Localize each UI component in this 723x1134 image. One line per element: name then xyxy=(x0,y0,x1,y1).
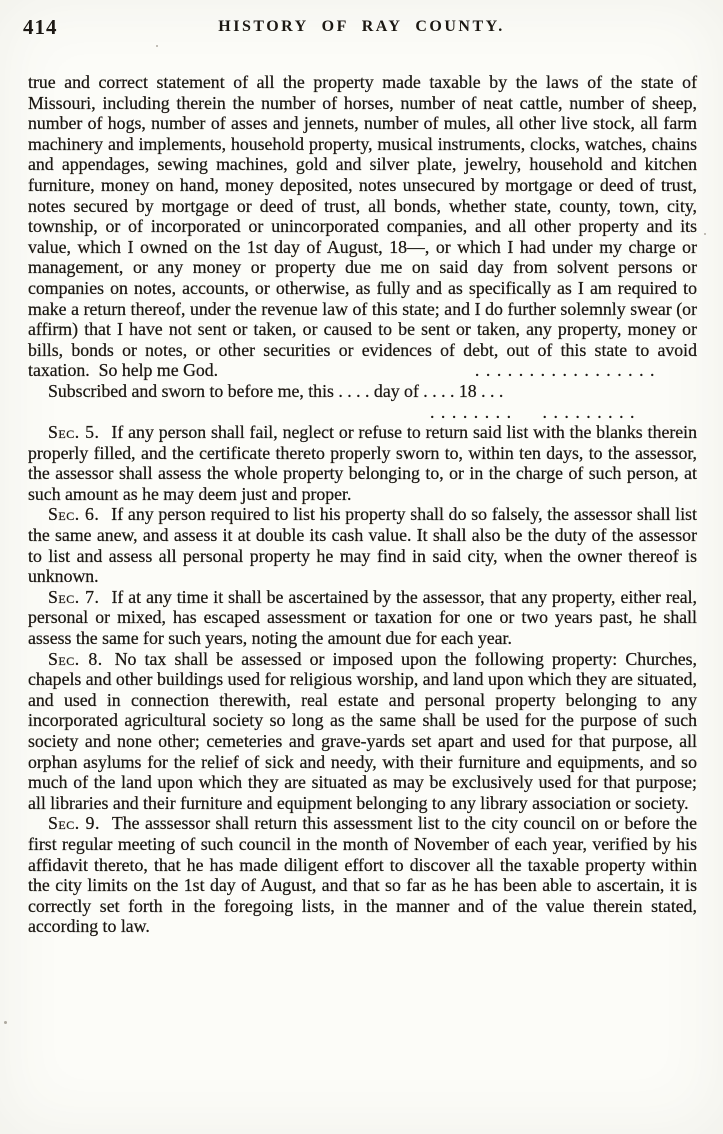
section-7-paragraph xyxy=(28,587,697,649)
scan-speck xyxy=(4,1021,7,1024)
section-9-paragraph xyxy=(28,813,697,937)
scan-speck xyxy=(156,45,158,47)
running-title: HISTORY OF RAY COUNTY. xyxy=(218,18,505,35)
witness-dotted-line: ........ ......... xyxy=(429,401,641,422)
oath-text: true and correct statement of all the property made taxable by the laws of the state of Missouri, including therein the number of horses, number of neat cattle, number of sheep, number of hogs, number of asses and jennets, number of mules, all other live stock, all farm machinery and implements, household property, musical instruments, clocks, watches, chains and appendages, sewing machines, gold and silver plate, jewelry, household and kitchen furniture, money on hand, money deposited, notes unsecured by mortgage or deed of trust, notes secured by mortgage or deed of trust, all bonds, whether state, county, town, city, township, or of incorporated or unincorporated companies, and all other property and its value, which I owned on the 1st day of August, 18—, or which I had under my charge or management, or any money or property due me on said day from solvent persons or companies on notes, accounts, or otherwise, as fully and as specifically as I am required to make a return thereof, under the revenue law of this state; and I do further solemnly swear (or affirm) that I have not sent or taken, or caused to be sent or taken, any property, money or bills, bonds or notes, or other securities or evidences of debt, out of this state to avoid taxation. So help me God. xyxy=(28,72,697,381)
section-8-paragraph xyxy=(28,649,697,814)
section-5-paragraph xyxy=(28,422,697,504)
section-6-label: Sec. 6. xyxy=(48,504,100,525)
signature-dotted-line: ................. xyxy=(474,360,661,381)
page-header xyxy=(0,14,723,42)
witness-dotted-line-row xyxy=(28,402,697,423)
section-6-text: If any person required to list his property shall do so falsely, the assessor shall list the same anew, and assess it at double its cash value. It shall also be the duty of the assessor to list and assess all personal property he may find in said city, when the owner thereof is unknown. xyxy=(28,504,697,587)
section-8-text: No tax shall be assessed or imposed upon the following property: Churches, chapels and other buildings used for religious worship, and land upon which they are situated, and used in connection therewith, real estate and personal property belonging to any incorporated agricultural society so long as the same shall be used for the purpose of such society and none other; cemeteries and grave-yards set apart and used for that purpose, all orphan asylums for the relief of sick and needy, with their furniture and equipments, and so much of the land upon which they are situated as may be exclusively used for that purpose; all libraries and their furniture and equipment belonging to any library association or society. xyxy=(28,648,697,813)
page-number: 414 xyxy=(23,15,58,39)
scan-speck xyxy=(704,233,706,235)
section-9-text: The asssessor shall return this assessment list to the city council on or before the first regular meeting of such council in the month of November of each year, verified by his affidavit thereto, that he has made diligent effort to discover all the taxable property within the city limits on the 1st day of August, and that so far as he has been able to ascertain, it is correctly set forth in the foregoing lists, in the manner and of the value therein stated, according to law. xyxy=(28,813,698,937)
page-body xyxy=(28,72,697,937)
section-7-text: If at any time it shall be ascertained by the assessor, that any property, either real, personal or mixed, has escaped assessment or taxation for one or two years past, he shall assess the same for such years, noting the amount due for each year. xyxy=(28,586,697,649)
section-5-label: Sec. 5. xyxy=(48,422,100,443)
section-6-paragraph xyxy=(28,504,697,586)
oath-paragraph xyxy=(28,72,697,381)
subscribed-line: Subscribed and sworn to before me, this . . . . day of . . . . 18 . . . xyxy=(48,380,504,401)
section-9-label: Sec. 9. xyxy=(48,813,100,834)
section-8-label: Sec. 8. xyxy=(48,648,103,669)
section-7-label: Sec. 7. xyxy=(48,586,100,607)
section-5-text: If any person shall fail, neglect or refuse to return said list with the blanks therein properly filled, and the certificate thereto properly sworn to, within ten days, to the assessor, the assessor shall assess the whole property belonging to, or in the charge of such person, at such amount as he may deem just and proper. xyxy=(28,422,697,504)
